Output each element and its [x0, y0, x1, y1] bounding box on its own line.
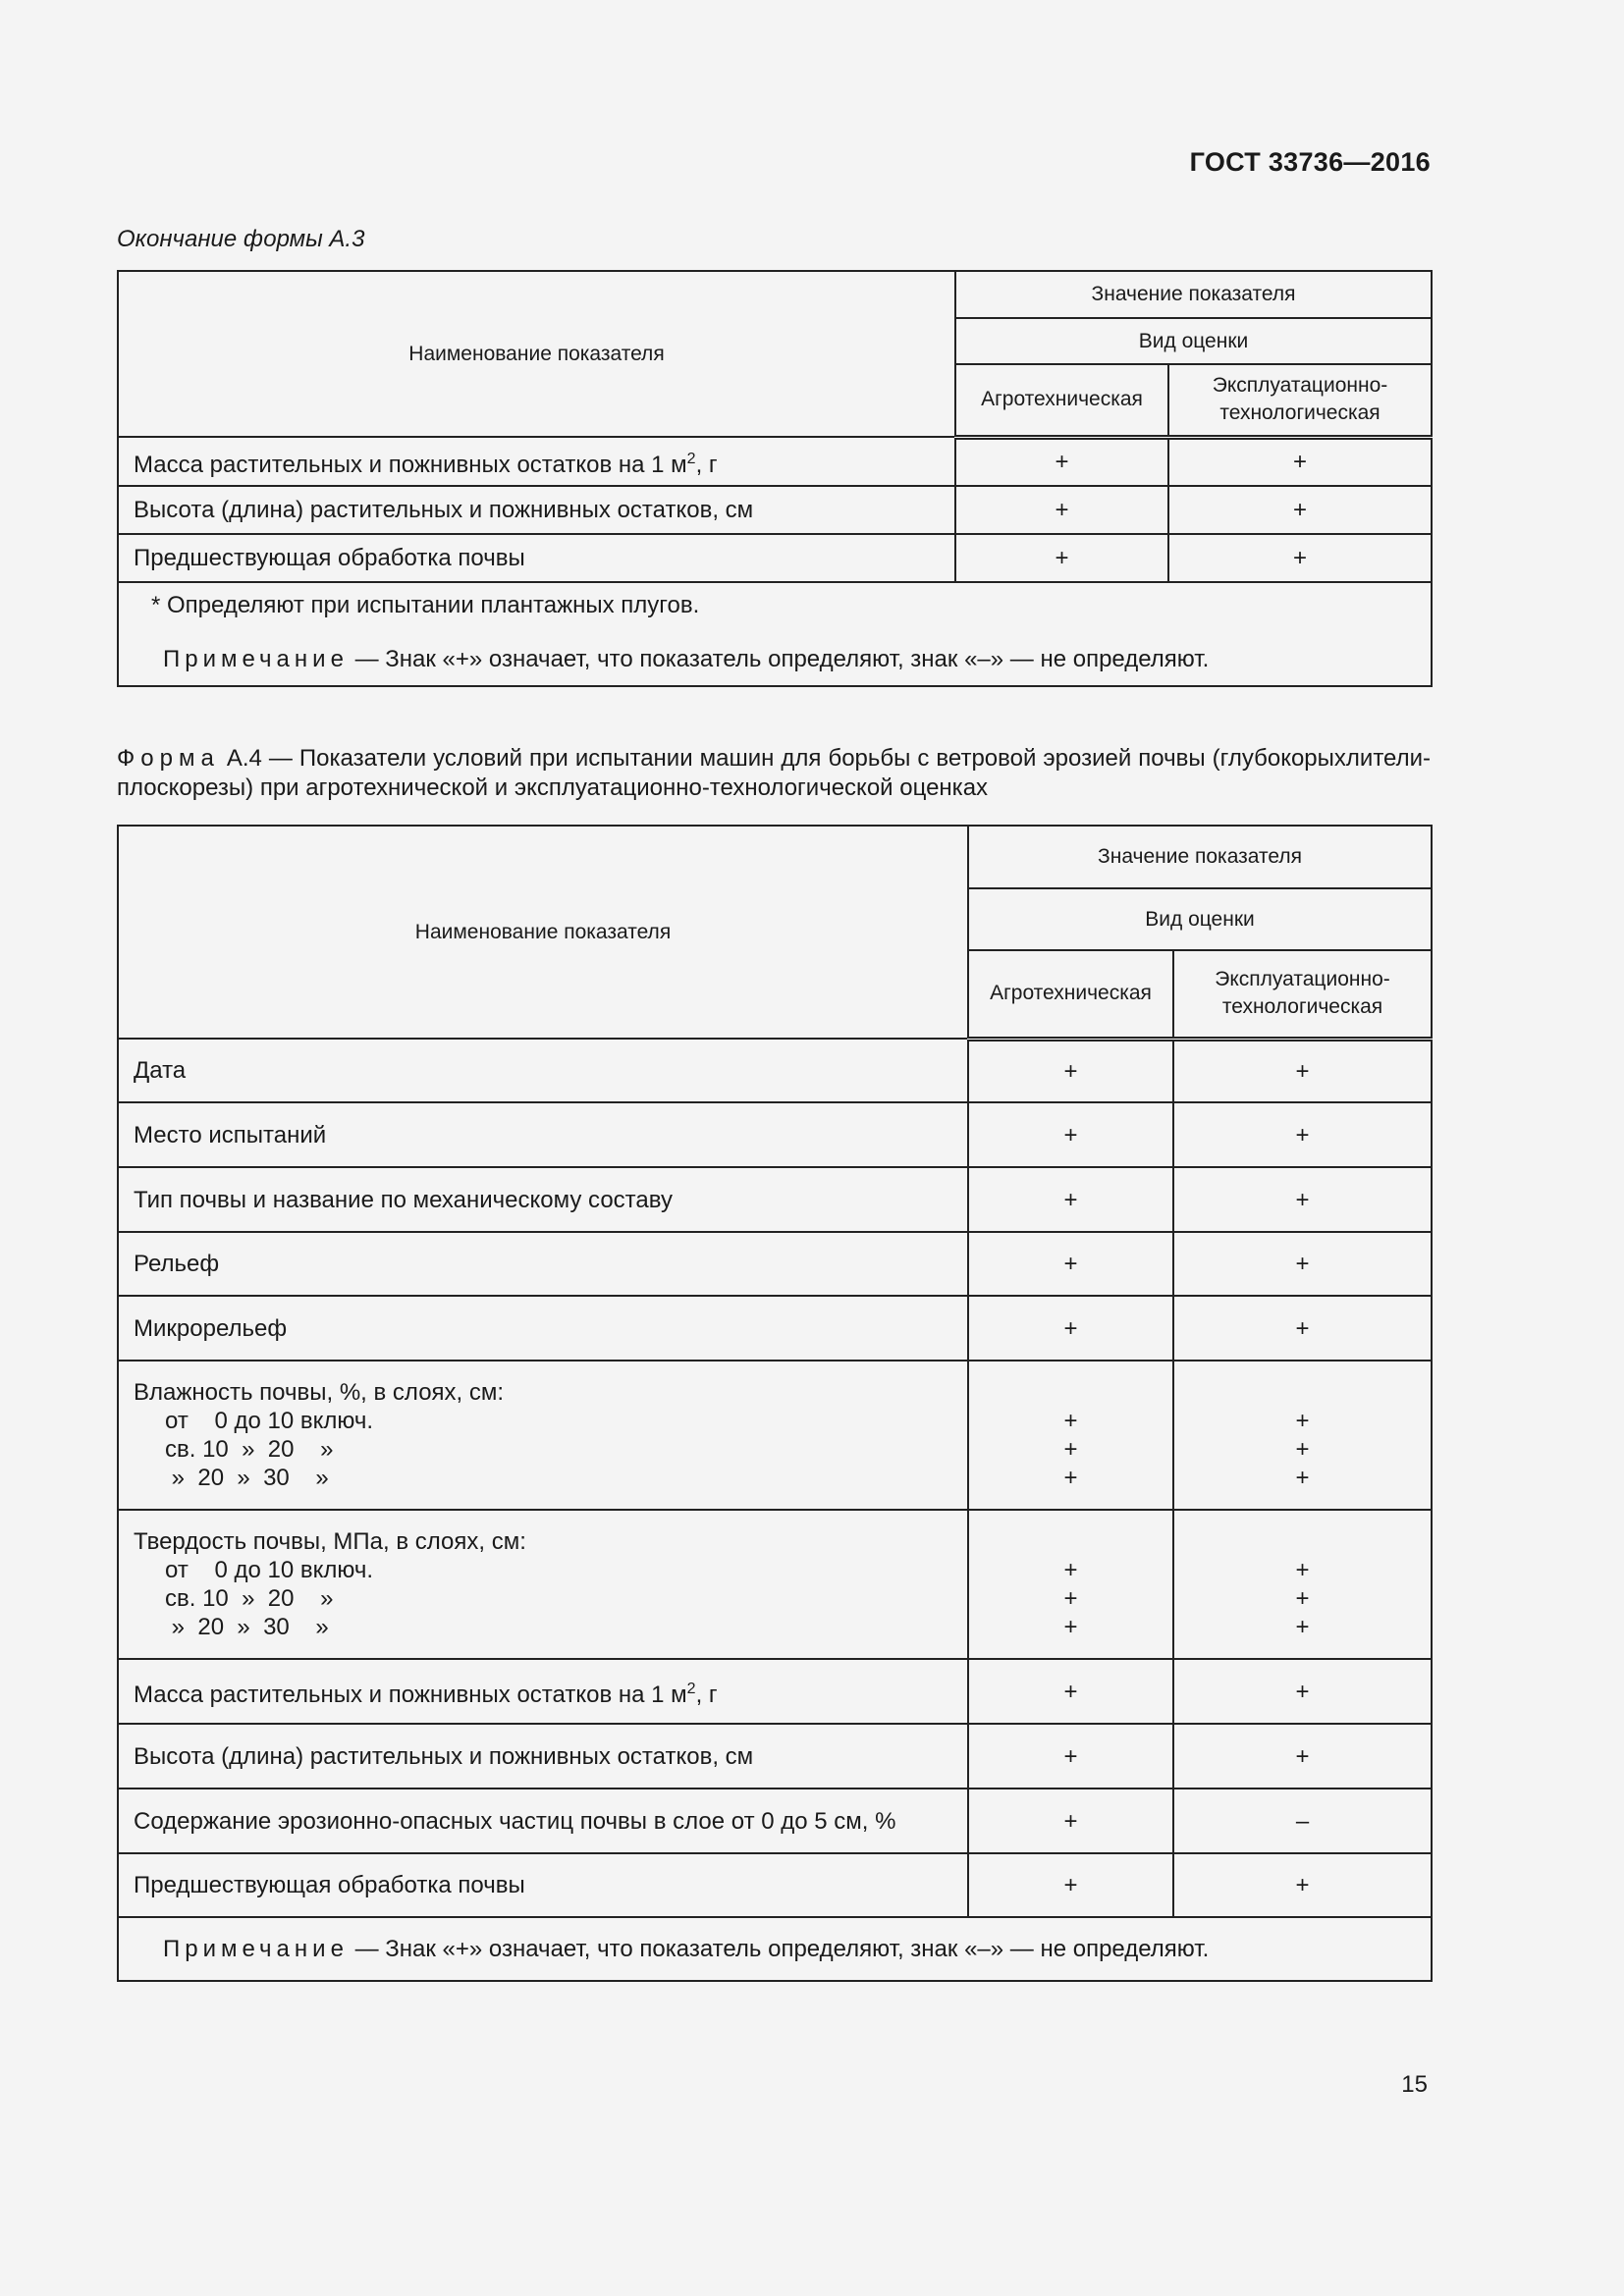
row-agro-value: + — [955, 534, 1168, 582]
table-row — [118, 1789, 1432, 1853]
row-agro-values: + + + — [968, 1361, 1173, 1510]
table-form-a3-end — [117, 270, 1433, 687]
row-agro-value: + — [968, 1724, 1173, 1789]
table-row — [118, 1296, 1432, 1361]
table-row — [118, 1853, 1432, 1917]
row-name: Дата — [118, 1039, 968, 1102]
table-form-a4 — [117, 825, 1433, 1982]
row-name: Масса растительных и пожнивных остатков на 1 $м^2$, г — [118, 1659, 968, 1724]
header-indicator-value: Значение показателя — [955, 271, 1432, 318]
table-row-humidity — [118, 1361, 1432, 1510]
page-number: 15 — [1401, 2071, 1428, 2098]
row-agro-value: + — [968, 1659, 1173, 1724]
table-row — [118, 1659, 1432, 1724]
row-agro-value: + — [968, 1232, 1173, 1296]
row-agro-value: + — [968, 1789, 1173, 1853]
row-agro-value: + — [955, 486, 1168, 534]
row-expl-value: + — [1168, 486, 1432, 534]
row-name: Высота (длина) растительных и пожнивных остатков, см — [118, 1724, 968, 1789]
row-expl-values: + + + — [1173, 1361, 1432, 1510]
note: Примечание — Знак «+» означает, что показатель определяют, знак «–» — не определяют. — [163, 646, 1210, 672]
row-expl-value: + — [1173, 1039, 1432, 1102]
row-agro-value: + — [968, 1167, 1173, 1232]
header-indicator-name: Наименование показателя — [118, 271, 955, 437]
row-expl-value: + — [1168, 534, 1432, 582]
header-agrotechnical: Агротехническая — [968, 950, 1173, 1039]
row-agro-value: + — [968, 1853, 1173, 1917]
row-agro-value: + — [955, 437, 1168, 486]
row-agro-values: + + + — [968, 1510, 1173, 1659]
row-expl-value: – — [1173, 1789, 1432, 1853]
row-name: Предшествующая обработка почвы — [118, 1853, 968, 1917]
table-row — [118, 486, 1432, 534]
form-a4-title: Форма А.4 — Показатели условий при испытании машин для борьбы с ветровой эрозией почвы (глубокорыхлители-плоскорезы) при агротехнической и эксплуатационно-технологической оценках — [117, 745, 1431, 801]
table-row — [118, 437, 1432, 486]
table-row-hardness — [118, 1510, 1432, 1659]
row-name: Микрорельеф — [118, 1296, 968, 1361]
row-expl-value: + — [1173, 1167, 1432, 1232]
row-expl-value: + — [1168, 437, 1432, 486]
table-row — [118, 1232, 1432, 1296]
row-name: Предшествующая обработка почвы — [118, 534, 955, 582]
note: Примечание — Знак «+» означает, что показатель определяют, знак «–» — не определяют. — [118, 1917, 1432, 1981]
table-row — [118, 1039, 1432, 1102]
table1-notes — [118, 582, 1432, 686]
row-agro-value: + — [968, 1039, 1173, 1102]
header-operational: Эксплуатационно- технологическая — [1173, 950, 1432, 1039]
row-expl-value: + — [1173, 1296, 1432, 1361]
header-indicator-value: Значение показателя — [968, 826, 1432, 888]
document-code: ГОСТ 33736—2016 — [1189, 147, 1431, 177]
row-name: Содержание эрозионно-опасных частиц почвы в слое от 0 до 5 см, % — [118, 1789, 968, 1853]
row-name: Тип почвы и название по механическому составу — [118, 1167, 968, 1232]
table-row — [118, 1167, 1432, 1232]
row-name: Твердость почвы, МПа, в слоях, см: от 0 до 10 включ. св. 10 » 20 » » 20 » 30 » — [118, 1510, 968, 1659]
row-name: Высота (длина) растительных и пожнивных остатков, см — [118, 486, 955, 534]
row-expl-value: + — [1173, 1232, 1432, 1296]
table-row — [118, 534, 1432, 582]
row-name: Масса растительных и пожнивных остатков на 1 $м^2$, г — [118, 437, 955, 486]
row-expl-values: + + + — [1173, 1510, 1432, 1659]
row-name: Место испытаний — [118, 1102, 968, 1167]
table-row — [118, 1724, 1432, 1789]
row-expl-value: + — [1173, 1853, 1432, 1917]
row-agro-value: + — [968, 1296, 1173, 1361]
row-name: Рельеф — [118, 1232, 968, 1296]
table-row — [118, 1102, 1432, 1167]
row-agro-value: + — [968, 1102, 1173, 1167]
footnote: * Определяют при испытании плантажных плугов. — [151, 592, 700, 618]
header-assessment-kind: Вид оценки — [968, 888, 1432, 950]
row-expl-value: + — [1173, 1659, 1432, 1724]
header-indicator-name: Наименование показателя — [118, 826, 968, 1039]
header-operational: Эксплуатационно- технологическая — [1168, 364, 1432, 437]
table1-caption: Окончание формы А.3 — [117, 226, 365, 252]
row-expl-value: + — [1173, 1724, 1432, 1789]
row-name: Влажность почвы, %, в слоях, см: от 0 до 10 включ. св. 10 » 20 » » 20 » 30 » — [118, 1361, 968, 1510]
row-expl-value: + — [1173, 1102, 1432, 1167]
header-assessment-kind: Вид оценки — [955, 318, 1432, 364]
header-agrotechnical: Агротехническая — [955, 364, 1168, 437]
